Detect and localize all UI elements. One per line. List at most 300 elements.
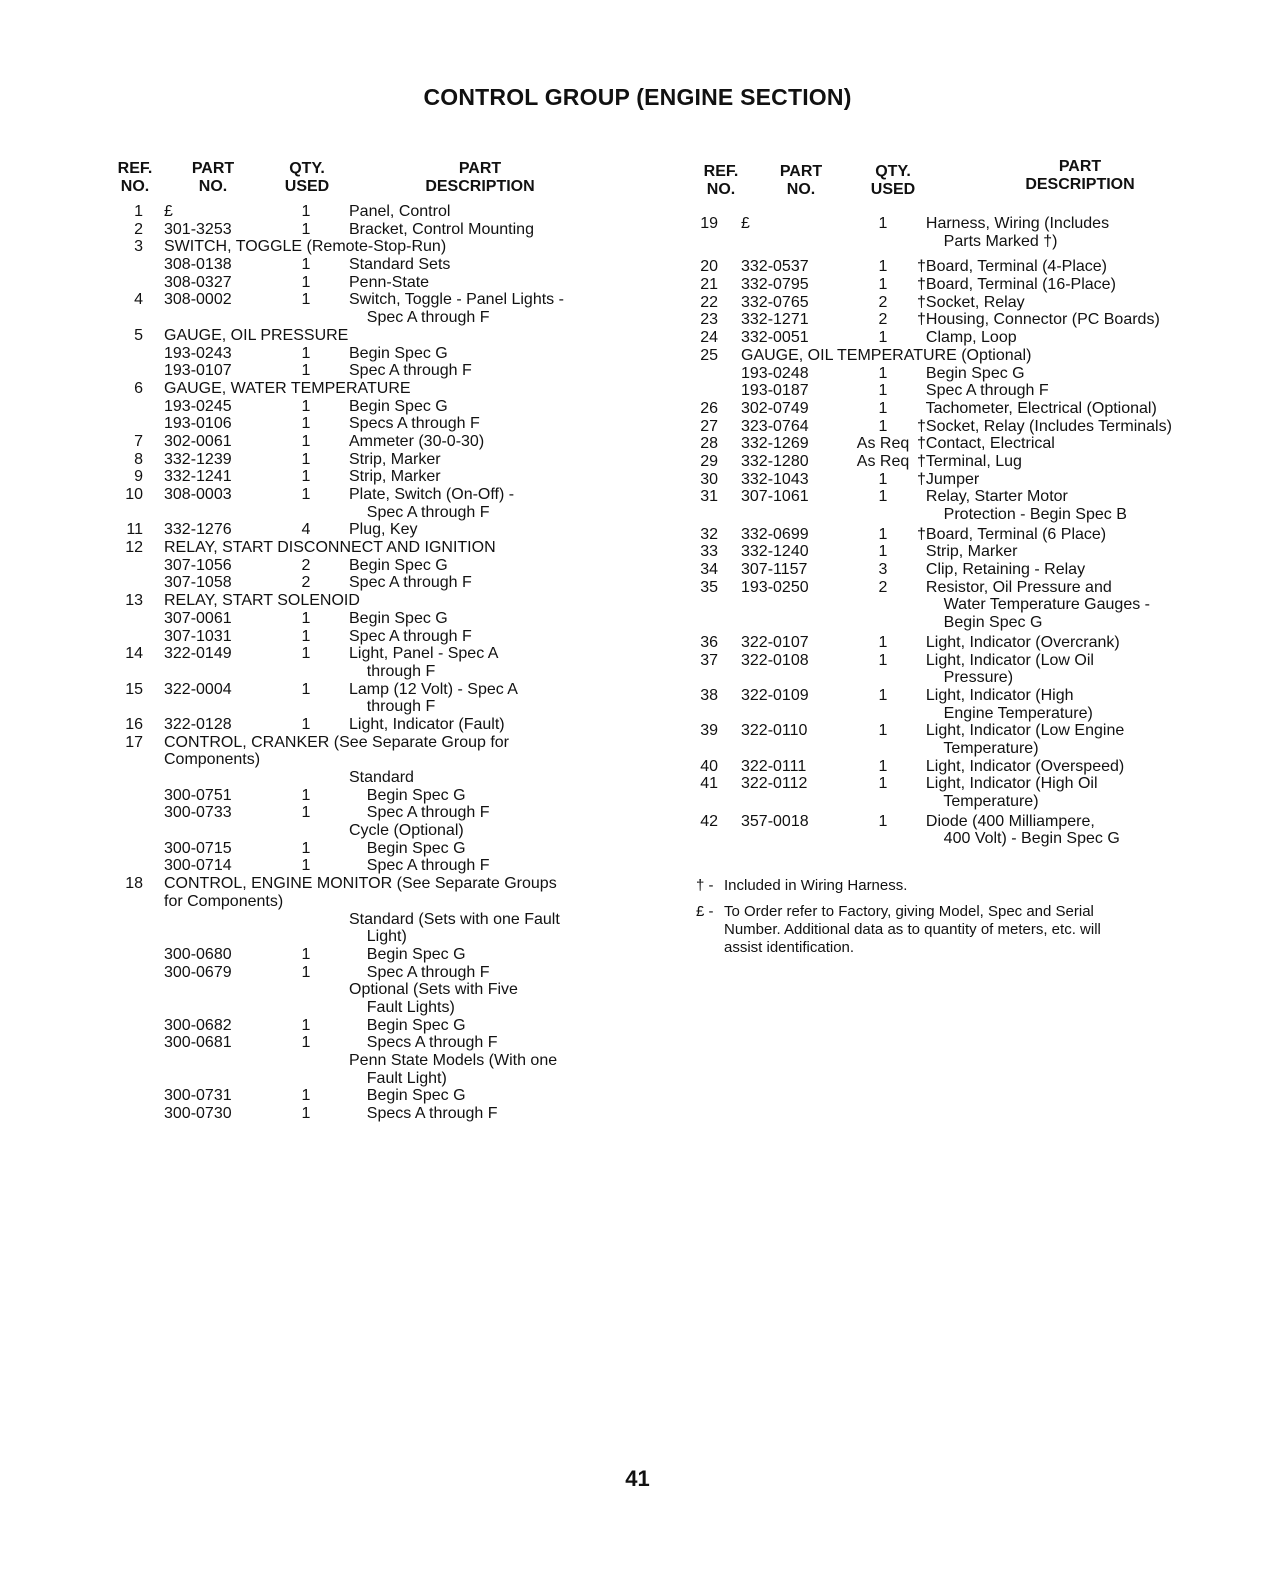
table-row [0, 379, 1275, 400]
cell-desc: Temperature) [917, 793, 1039, 810]
cell-part: 300-0681 [164, 1034, 232, 1052]
cell-ref: 12 [125, 539, 143, 557]
cell-desc: Harness, Wiring (Includes [917, 215, 1110, 232]
cell-qty: 1 [301, 344, 311, 362]
cell-ref: 21 [700, 276, 718, 294]
cell-desc: †Jumper [917, 470, 980, 488]
cell-full: GAUGE, OIL TEMPERATURE (Optional) [741, 346, 1032, 364]
cell-desc: Standard [349, 769, 414, 786]
cell-part: 300-0680 [164, 945, 232, 963]
cell-qty: 1 [301, 1034, 311, 1052]
cell-part: 308-0003 [164, 486, 232, 503]
cell-qty: 2 [301, 574, 311, 592]
cell-full: GAUGE, WATER TEMPERATURE [164, 379, 411, 397]
cell-qty: 1 [301, 1016, 311, 1034]
header-line: QTY. [289, 160, 325, 177]
table-row [0, 830, 1275, 848]
footnote-symbol: † - [696, 877, 714, 894]
table-row [0, 669, 1275, 687]
cell-qty: 1 [878, 258, 888, 276]
cell-ref: 30 [700, 470, 718, 488]
cell-part: 300-0731 [164, 1087, 232, 1105]
table-row [0, 758, 1275, 776]
table-row [0, 561, 1275, 579]
cell-part: 332-1239 [164, 450, 232, 468]
cell-part: 332-1276 [164, 521, 232, 539]
cell-part: 302-0749 [741, 399, 809, 417]
cell-part: 332-0765 [741, 293, 809, 311]
cell-part: 322-0110 [741, 722, 808, 740]
cell-desc: Begin Spec G [349, 945, 466, 963]
cell-ref: 4 [134, 291, 143, 309]
table-row [0, 793, 1275, 811]
header-line: NO. [786, 181, 816, 198]
cell-desc: through F [349, 662, 436, 680]
cell-desc: Spec A through F [349, 963, 490, 981]
footnote-pound [696, 903, 1136, 963]
page-number: 41 [625, 1466, 650, 1491]
cell-ref: 42 [700, 812, 718, 830]
qty-used-header [272, 160, 342, 196]
cell-desc: Spec A through F [917, 382, 1049, 400]
cell-part: 332-0051 [741, 329, 809, 347]
cell-part: 332-1269 [741, 435, 809, 453]
qty-used-header [858, 163, 928, 199]
header-line: QTY. [875, 163, 911, 180]
cell-qty: 1 [878, 470, 888, 488]
cell-part: 332-1241 [164, 468, 232, 486]
cell-full: SWITCH, TOGGLE (Remote-Stop-Run) [164, 238, 447, 256]
table-row [0, 294, 1275, 312]
ref-no-header [110, 160, 160, 196]
cell-ref: 34 [700, 561, 718, 579]
table-row [0, 722, 1275, 740]
header-line: REF. [703, 163, 739, 180]
cell-ref: 20 [700, 258, 718, 276]
cell-part: 308-0138 [164, 256, 232, 274]
table-row [0, 634, 1275, 652]
cell-full: Components) [164, 751, 261, 769]
cell-qty: As Req [856, 452, 910, 470]
cell-qty: 1 [301, 804, 311, 822]
cell-qty: 3 [878, 561, 888, 579]
table-row [0, 1017, 640, 1035]
cell-desc: Begin Spec G [917, 614, 1043, 632]
footnote-dagger [696, 877, 1136, 897]
cell-qty: 1 [301, 256, 311, 274]
cell-desc: Switch, Toggle - Panel Lights - [349, 291, 564, 309]
ref-no-header [696, 163, 746, 199]
cell-ref: 14 [125, 645, 143, 663]
cell-ref: 35 [700, 578, 718, 596]
cell-full: RELAY, START DISCONNECT AND IGNITION [164, 539, 496, 557]
cell-ref: 38 [700, 686, 718, 704]
cell-ref: 16 [125, 715, 143, 733]
cell-ref: 13 [125, 592, 143, 610]
cell-ref: 25 [700, 346, 718, 364]
table-row [0, 740, 1275, 758]
cell-desc: Plate, Switch (On-Off) - [349, 486, 515, 503]
cell-qty: 1 [301, 857, 311, 875]
cell-desc: †Socket, Relay (Includes Terminals) [917, 417, 1172, 435]
table-row [0, 893, 640, 911]
header-line: DESCRIPTION [425, 178, 535, 195]
cell-part: 193-0250 [741, 578, 809, 596]
cell-part: 300-0730 [164, 1105, 232, 1123]
cell-desc: †Board, Terminal (6 Place) [917, 525, 1107, 543]
cell-qty: 1 [301, 627, 311, 645]
cell-desc: Panel, Control [349, 203, 451, 220]
cell-desc: Protection - Begin Spec B [917, 506, 1127, 523]
cell-desc: †Board, Terminal (16-Place) [917, 276, 1116, 294]
table-row [0, 981, 640, 999]
cell-part: 322-0128 [164, 715, 232, 733]
part-no-header [178, 160, 248, 196]
header-line: PART [458, 160, 502, 177]
cell-desc: Begin Spec G [349, 397, 448, 415]
table-row [0, 397, 1275, 418]
header-line: PART [779, 163, 823, 180]
cell-qty: 1 [878, 399, 888, 417]
cell-ref: 37 [700, 651, 718, 669]
cell-part: 332-1271 [741, 311, 809, 329]
table-row [0, 687, 1275, 705]
table-row [0, 579, 1275, 597]
header-line: PART [191, 160, 235, 177]
cell-desc: Spec A through F [349, 857, 490, 875]
cell-full: GAUGE, OIL PRESSURE [164, 326, 349, 344]
cell-part: 332-0795 [741, 276, 809, 294]
cell-desc: Lamp (12 Volt) - Spec A [349, 680, 518, 698]
cell-ref: 33 [700, 543, 718, 561]
cell-ref: 19 [700, 215, 718, 232]
table-row [0, 928, 640, 946]
cell-part: 332-1043 [741, 470, 809, 488]
cell-desc: Light, Indicator (Low Engine [917, 722, 1125, 740]
cell-desc: Spec A through F [349, 503, 490, 521]
cell-part: 302-0061 [164, 432, 232, 450]
cell-part: 332-1240 [741, 543, 809, 561]
cell-desc: through F [349, 698, 436, 716]
cell-qty: 1 [878, 812, 888, 830]
cell-desc: Pressure) [917, 669, 1014, 687]
cell-part: 300-0679 [164, 963, 232, 981]
cell-desc: Begin Spec G [349, 786, 466, 804]
cell-ref: 3 [134, 238, 143, 256]
cell-desc: Temperature) [917, 739, 1039, 757]
table-row [0, 911, 640, 929]
table-row [0, 652, 1275, 670]
table-row [0, 543, 1275, 561]
cell-desc: Spec A through F [349, 804, 490, 822]
cell-desc: Light, Indicator (Fault) [349, 715, 505, 733]
table-row [0, 775, 1275, 793]
cell-desc: Light, Indicator (Low Oil [917, 651, 1094, 669]
cell-ref: 31 [700, 488, 718, 506]
cell-desc: Optional (Sets with Five [349, 981, 518, 999]
cell-desc: †Terminal, Lug [917, 452, 1022, 470]
cell-qty: 1 [301, 220, 311, 238]
cell-desc: Light) [349, 928, 407, 946]
cell-ref: 28 [700, 435, 718, 453]
table-row [0, 273, 1275, 294]
cell-full: CONTROL, CRANKER (See Separate Group for [164, 733, 510, 751]
cell-ref: 36 [700, 633, 718, 651]
cell-qty: 1 [301, 450, 311, 468]
header-line: USED [284, 178, 330, 195]
header-line: DESCRIPTION [1025, 176, 1135, 193]
cell-part: £ [164, 203, 173, 220]
cell-part: 307-0061 [164, 609, 232, 627]
table-row [0, 1052, 640, 1070]
cell-qty: 1 [301, 432, 311, 450]
cell-desc: Spec A through F [349, 574, 472, 592]
table-row [0, 418, 1275, 436]
cell-qty: 1 [301, 963, 311, 981]
table-row [0, 233, 1275, 251]
table-row [0, 432, 1275, 453]
cell-qty: 2 [878, 293, 888, 311]
footnote-text: To Order refer to Factory, giving Model, Spec and Serial Number. Additional data as to quantity of meters, etc. will assist identification. [724, 903, 1101, 956]
cell-qty: 2 [878, 311, 888, 329]
cell-part: 322-0109 [741, 686, 809, 704]
table-row [0, 596, 1275, 614]
table-row [0, 964, 640, 982]
cell-part: 300-0733 [164, 804, 232, 822]
cell-ref: 9 [134, 468, 143, 486]
cell-desc: Spec A through F [349, 627, 472, 645]
cell-desc: †Housing, Connector (PC Boards) [917, 311, 1160, 329]
cell-ref: 2 [134, 220, 143, 238]
cell-part: 308-0327 [164, 273, 232, 291]
cell-ref: 18 [125, 875, 143, 893]
cell-ref: 15 [125, 680, 143, 698]
cell-qty: 1 [878, 543, 888, 561]
cell-desc: Begin Spec G [349, 1087, 466, 1105]
table-row [0, 503, 1275, 524]
part-description-header [990, 158, 1170, 194]
cell-part: £ [741, 215, 750, 232]
table-row [0, 326, 1275, 347]
cell-part: 193-0107 [164, 362, 232, 380]
cell-desc: Standard (Sets with one Fault [349, 910, 560, 928]
footnote-symbol: £ - [696, 903, 714, 920]
table-row [0, 857, 640, 875]
cell-qty: 1 [878, 329, 888, 347]
cell-ref: 11 [126, 521, 143, 539]
cell-part: 332-1280 [741, 452, 809, 470]
table-row [0, 614, 1275, 632]
cell-part: 300-0715 [164, 839, 232, 857]
cell-desc: Penn-State [349, 273, 430, 291]
cell-part: 300-0682 [164, 1016, 232, 1034]
cell-part: 307-1031 [164, 627, 232, 645]
cell-desc: Specs A through F [349, 1034, 498, 1052]
cell-qty: 1 [878, 276, 888, 294]
cell-desc: Relay, Starter Motor [917, 488, 1068, 506]
table-row [0, 488, 1275, 506]
cell-part: 357-0018 [741, 812, 809, 830]
cell-desc: Clamp, Loop [917, 329, 1017, 347]
cell-qty: 1 [301, 715, 311, 733]
cell-desc: 400 Volt) - Begin Spec G [917, 830, 1120, 848]
table-row [0, 1105, 640, 1123]
cell-ref: 1 [134, 203, 143, 220]
cell-desc: Plug, Key [349, 521, 418, 539]
cell-qty: 1 [878, 488, 888, 506]
table-row [0, 999, 640, 1017]
part-no-header [766, 163, 836, 199]
cell-part: 301-3253 [164, 220, 232, 238]
table-row [0, 813, 1275, 831]
header-line: USED [870, 181, 916, 198]
cell-part: 332-0537 [741, 258, 809, 276]
cell-ref: 10 [125, 486, 143, 503]
cell-qty: 1 [878, 382, 888, 400]
cell-part: 307-1157 [741, 561, 808, 579]
cell-desc: Parts Marked †) [917, 232, 1058, 250]
table-row [0, 344, 1275, 365]
cell-qty: 1 [301, 486, 311, 503]
cell-desc: Standard Sets [349, 256, 451, 274]
cell-desc: Light, Indicator (High Oil [917, 775, 1098, 793]
table-row [0, 450, 1275, 471]
cell-desc: Begin Spec G [349, 1016, 466, 1034]
cell-qty: 1 [301, 645, 311, 663]
cell-ref: 32 [700, 525, 718, 543]
cell-desc: Light, Panel - Spec A [349, 645, 499, 663]
cell-part: 322-0111 [741, 757, 807, 775]
cell-desc: Resistor, Oil Pressure and [917, 578, 1112, 596]
cell-part: 322-0107 [741, 633, 809, 651]
cell-qty: 1 [301, 362, 311, 380]
cell-qty: 1 [301, 468, 311, 486]
cell-part: 193-0245 [164, 397, 232, 415]
cell-part: 322-0112 [741, 775, 808, 793]
cell-qty: 1 [878, 686, 888, 704]
table-row [0, 365, 1275, 383]
cell-ref: 24 [700, 329, 718, 347]
cell-part: 300-0714 [164, 857, 232, 875]
cell-desc: †Contact, Electrical [917, 435, 1055, 453]
cell-part: 307-1056 [164, 556, 232, 574]
table-row [0, 311, 1275, 329]
table-row [0, 946, 640, 964]
cell-part: 307-1058 [164, 574, 232, 592]
header-line: NO. [120, 178, 150, 195]
cell-part: 308-0002 [164, 291, 232, 309]
cell-ref: 17 [125, 733, 143, 751]
cell-full: for Components) [164, 892, 284, 910]
cell-qty: 1 [878, 775, 888, 793]
cell-desc: Clip, Retaining - Relay [917, 561, 1086, 579]
cell-desc: Begin Spec G [349, 609, 448, 627]
cell-qty: 1 [878, 364, 888, 382]
header-line: PART [1058, 158, 1102, 175]
cell-part: 193-0243 [164, 344, 232, 362]
right-rows [0, 215, 1275, 848]
cell-ref: 27 [700, 417, 718, 435]
cell-qty: 1 [301, 839, 311, 857]
cell-qty: 1 [878, 651, 888, 669]
cell-full: RELAY, START SOLENOID [164, 592, 360, 610]
cell-desc: Begin Spec G [917, 364, 1025, 382]
cell-desc: Penn State Models (With one [349, 1052, 558, 1069]
cell-qty: 1 [301, 1087, 311, 1105]
table-row [0, 215, 1275, 233]
table-row [0, 471, 1275, 489]
part-description-header [390, 160, 570, 196]
cell-desc: Cycle (Optional) [349, 822, 464, 840]
cell-desc: Spec A through F [349, 362, 472, 380]
cell-part: 300-0751 [164, 786, 232, 804]
cell-desc: Specs A through F [349, 415, 480, 433]
cell-desc: Diode (400 Milliampere, [917, 812, 1095, 830]
cell-desc: Strip, Marker [349, 468, 441, 486]
cell-qty: 1 [301, 397, 311, 415]
cell-desc: Begin Spec G [349, 556, 448, 574]
cell-ref: 39 [700, 722, 718, 740]
cell-ref: 22 [700, 293, 718, 311]
cell-part: 307-1061 [741, 488, 809, 506]
cell-qty: 1 [301, 945, 311, 963]
cell-desc: Spec A through F [349, 309, 490, 327]
cell-qty: 1 [301, 680, 311, 698]
cell-ref: 7 [134, 432, 143, 450]
cell-qty: As Req [856, 435, 910, 453]
cell-qty: 1 [878, 757, 888, 775]
cell-qty: 1 [878, 215, 888, 232]
table-row [0, 526, 1275, 544]
cell-desc: Engine Temperature) [917, 704, 1093, 722]
cell-desc: Ammeter (30-0-30) [349, 432, 485, 450]
cell-qty: 1 [301, 273, 311, 291]
cell-desc: †Socket, Relay [917, 293, 1025, 311]
cell-qty: 1 [301, 1105, 311, 1123]
cell-ref: 8 [134, 450, 143, 468]
cell-ref: 29 [700, 452, 718, 470]
page-title: CONTROL GROUP (ENGINE SECTION) [423, 84, 852, 110]
cell-qty: 1 [878, 525, 888, 543]
cell-ref: 6 [134, 379, 143, 397]
cell-qty: 2 [301, 556, 311, 574]
cell-part: 323-0764 [741, 417, 809, 435]
cell-ref: 26 [700, 399, 718, 417]
cell-qty: 2 [878, 578, 888, 596]
cell-part: 332-0699 [741, 525, 809, 543]
cell-ref: 40 [700, 757, 718, 775]
cell-desc: Tachometer, Electrical (Optional) [917, 399, 1157, 417]
cell-qty: 1 [878, 722, 888, 740]
table-row [0, 258, 1275, 276]
cell-desc: Strip, Marker [917, 543, 1018, 561]
cell-desc: Light, Indicator (Overcrank) [917, 633, 1120, 651]
cell-desc: †Board, Terminal (4-Place) [917, 258, 1108, 276]
cell-qty: 1 [301, 609, 311, 627]
cell-desc: Specs A through F [349, 1105, 498, 1123]
cell-ref: 41 [700, 775, 718, 793]
cell-part: 193-0187 [741, 382, 809, 400]
cell-desc: Fault Lights) [349, 998, 455, 1016]
table-row [0, 705, 1275, 723]
table-row [0, 1034, 640, 1052]
cell-ref: 5 [134, 326, 143, 344]
cell-desc: Begin Spec G [349, 839, 466, 857]
cell-desc: Fault Light) [349, 1069, 447, 1087]
cell-qty: 1 [878, 417, 888, 435]
cell-qty: 4 [301, 521, 311, 539]
cell-qty: 1 [878, 633, 888, 651]
